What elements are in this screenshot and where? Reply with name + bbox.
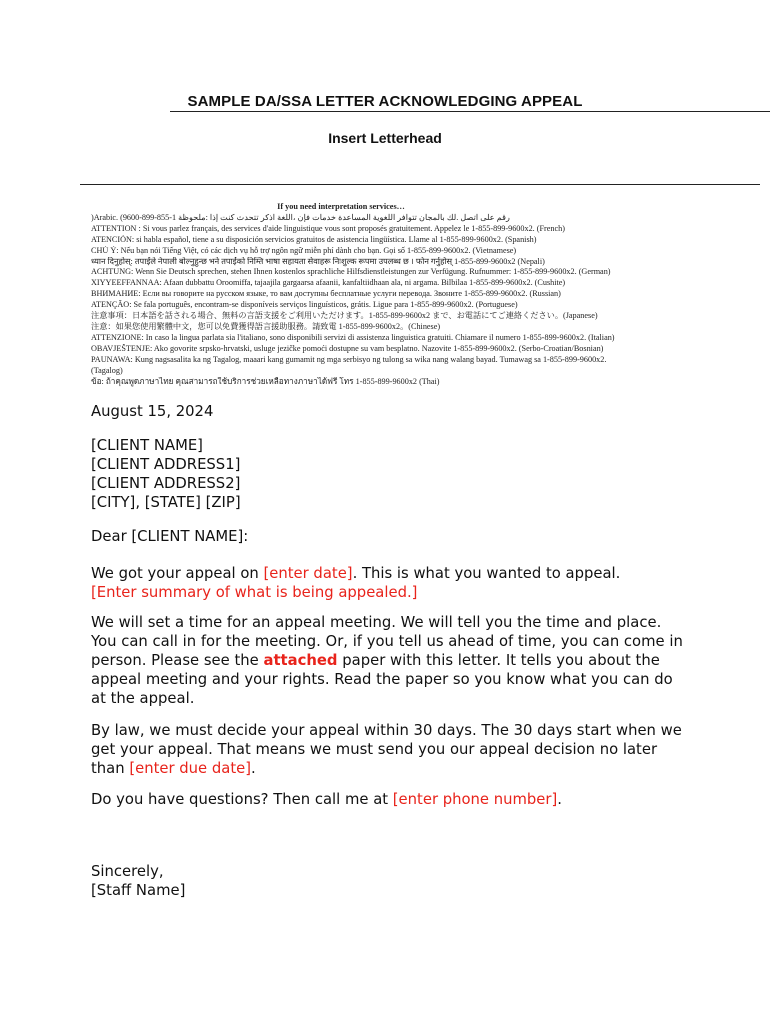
due-date-placeholder: [enter due date] (129, 760, 252, 777)
interp-line-chinese: 注意：如果您使用繁體中文，您可以免費獲得語言援助服務。請致電 1-855-899-9600x2。(Chinese) (91, 321, 441, 331)
enter-date-placeholder: [enter date] (263, 565, 353, 582)
letter-date: August 15, 2024 (91, 403, 214, 420)
interp-line-portuguese: ATENÇÃO: Se fala português, encontram-se disponíveis serviços linguísticos, grátis. Ligue para 1-855-899-9600x2. (Portuguese) (91, 300, 518, 310)
interp-line-russian: ВНИМАНИЕ: Если вы говорите на русском языке, то вам доступны бесплатные услуги перевода. Звоните 1-855-899-9600x2. (Russian) (91, 289, 561, 299)
appeal-summary-placeholder: [Enter summary of what is being appealed.] (91, 584, 418, 601)
client-city-state-zip-line: [CITY], [STATE] [ZIP] (91, 494, 241, 511)
letterhead-divider (80, 184, 760, 185)
p4-text-b: . (557, 791, 562, 808)
interp-line-nepali: ध्यान दिनुहोस्: तपाईंले नेपाली बोल्नुहुन्छ भने तपाईंको निम्ति भाषा सहायता सेवाहरू निःशुल्क रूपमा उपलब्ध छ । फोन गर्नुहोस् 1-855-899-9600x2 (Nepali) (91, 256, 545, 266)
paragraph-appeal-received (91, 564, 691, 602)
salutation: Dear [CLIENT NAME]: (91, 528, 249, 545)
client-address-block (91, 436, 691, 512)
letter-title: SAMPLE DA/SSA LETTER ACKNOWLEDGING APPEAL (187, 93, 583, 110)
paragraph-decision-deadline (91, 721, 691, 778)
p1-text-a: We got your appeal on (91, 565, 264, 582)
interp-line-arabic: )Arabic. (9600-899-855-1 ﺭﻗﻢ ﻋﻠﻰ ﺍﺗﺼﻞ .ﻟﻚ ﺑﺎﻟﻤﺠﺎﻥ ﺗﺘﻮﺍﻓﺮ ﺍﻟﻠﻐﻮﻳﺔ ﺍﻟﻤﺴﺎﻋﺪﺓ ﺧﺪﻣﺎﺕ ﻓﺈﻥ ،ﺍﻟﻠﻐﺔ ﺍﺫﻛﺮ ﺗﺘﺤﺪﺙ ﻛﻨﺖ ﺇﺫﺍ :ﻣﻠﺤﻮﻇﺔ (91, 212, 511, 222)
closing-block (91, 862, 691, 900)
interp-line-french: ATTENTION : Si vous parlez français, des services d'aide linguistique vous sont proposés gratuitement. Appelez le 1-855-899-9600x2. (French) (91, 223, 565, 233)
p2-text-b: paper with this letter. It tells you about the appeal meeting and your rights. Read the paper so you know what you can do at the appeal. (91, 652, 673, 707)
p4-text-a: Do you have questions? Then call me at (91, 791, 393, 808)
interp-line-german: ACHTUNG: Wenn Sie Deutsch sprechen, stehen Ihnen kostenlos sprachliche Hilfsdienstleistungen zur Verfügung. Rufnummer: 1-855-899-9600x2. (German) (91, 267, 611, 277)
letterhead-placeholder: Insert Letterhead (328, 130, 442, 146)
closing-sincerely: Sincerely, (91, 863, 164, 880)
paragraph-appeal-meeting (91, 613, 691, 708)
interp-line-spanish: ATENCIÓN: si habla español, tiene a su disposición servicios gratuitos de asistencia lingüística. Llame al 1-855-899-9600x2. (Spanish) (91, 234, 537, 244)
interpretation-heading: If you need interpretation services… (277, 202, 405, 211)
p3-text-b: . (251, 760, 256, 777)
interp-line-thai: ข้อ: ถ้าคุณพูดภาษาไทย คุณสามารถใช้บริการช่วยเหลือทางภาษาได้ฟรี โทร 1-855-899-9600x2 (Thai) (91, 376, 440, 386)
interp-line-serbo-croatian: OBAVJEŠTENJE: Ako govorite srpsko-hrvatski, usluge jezičke pomoći dostupne su vam besplatno. Nazovite 1-855-899-9600x2. (Serbo-Croatian/Bosnian) (91, 343, 604, 353)
p3-text-a: By law, we must decide your appeal within 30 days. The 30 days start when we get your appeal. That means we must send you our appeal decision no later than (91, 722, 682, 777)
client-name-line: [CLIENT NAME] (91, 437, 203, 454)
p1-text-b: . This is what you wanted to appeal. (352, 565, 621, 582)
p2-text-a: We will set a time for an appeal meeting. We will tell you the time and place. You can call in for the meeting. Or, if you tell us ahead of time, you can come in person. Please see the (91, 614, 683, 669)
interp-line-italian: ATTENZIONE: In caso la lingua parlata sia l'italiano, sono disponibili servizi di assistenza linguistica gratuiti. Chiamare il numero 1-855-899-9600x2. (Italian) (91, 332, 615, 342)
interp-line-japanese: 注意事項：日本語を話される場合、無料の言語支援をご利用いただけます。1-855-899-9600x2 まで、お電話にてご連絡ください。(Japanese) (91, 311, 598, 321)
interp-line-tagalog-label: (Tagalog) (91, 365, 123, 375)
interp-line-cushite: XIYYEEFFANNAA: Afaan dubbattu Oroomiffa, tajaajila gargaarsa afaanii, kanfaltiidhaan ala, ni argama. Bilbilaa 1-855-899-9600x2. (Cushite) (91, 278, 566, 288)
paragraph-questions (91, 790, 691, 809)
interp-line-vietnamese: CHÚ Ý: Nếu bạn nói Tiếng Việt, có các dịch vụ hỗ trợ ngôn ngữ miễn phí dành cho bạn. Gọi số 1-855-899-9600x2. (Vietnamese) (91, 245, 517, 255)
phone-number-placeholder: [enter phone number] (392, 791, 558, 808)
interp-line-tagalog: PAUNAWA: Kung nagsasalita ka ng Tagalog, maaari kang gumamit ng mga serbisyo ng tulong sa wika nang walang bayad. Tumawag sa 1-855-899-9600x2. (91, 354, 607, 364)
staff-name-placeholder: [Staff Name] (91, 882, 186, 899)
attached-emphasis: attached (263, 652, 338, 669)
client-address2-line: [CLIENT ADDRESS2] (91, 475, 241, 492)
client-address1-line: [CLIENT ADDRESS1] (91, 456, 241, 473)
title-underline (170, 111, 770, 112)
interpretation-services-block (91, 202, 691, 387)
